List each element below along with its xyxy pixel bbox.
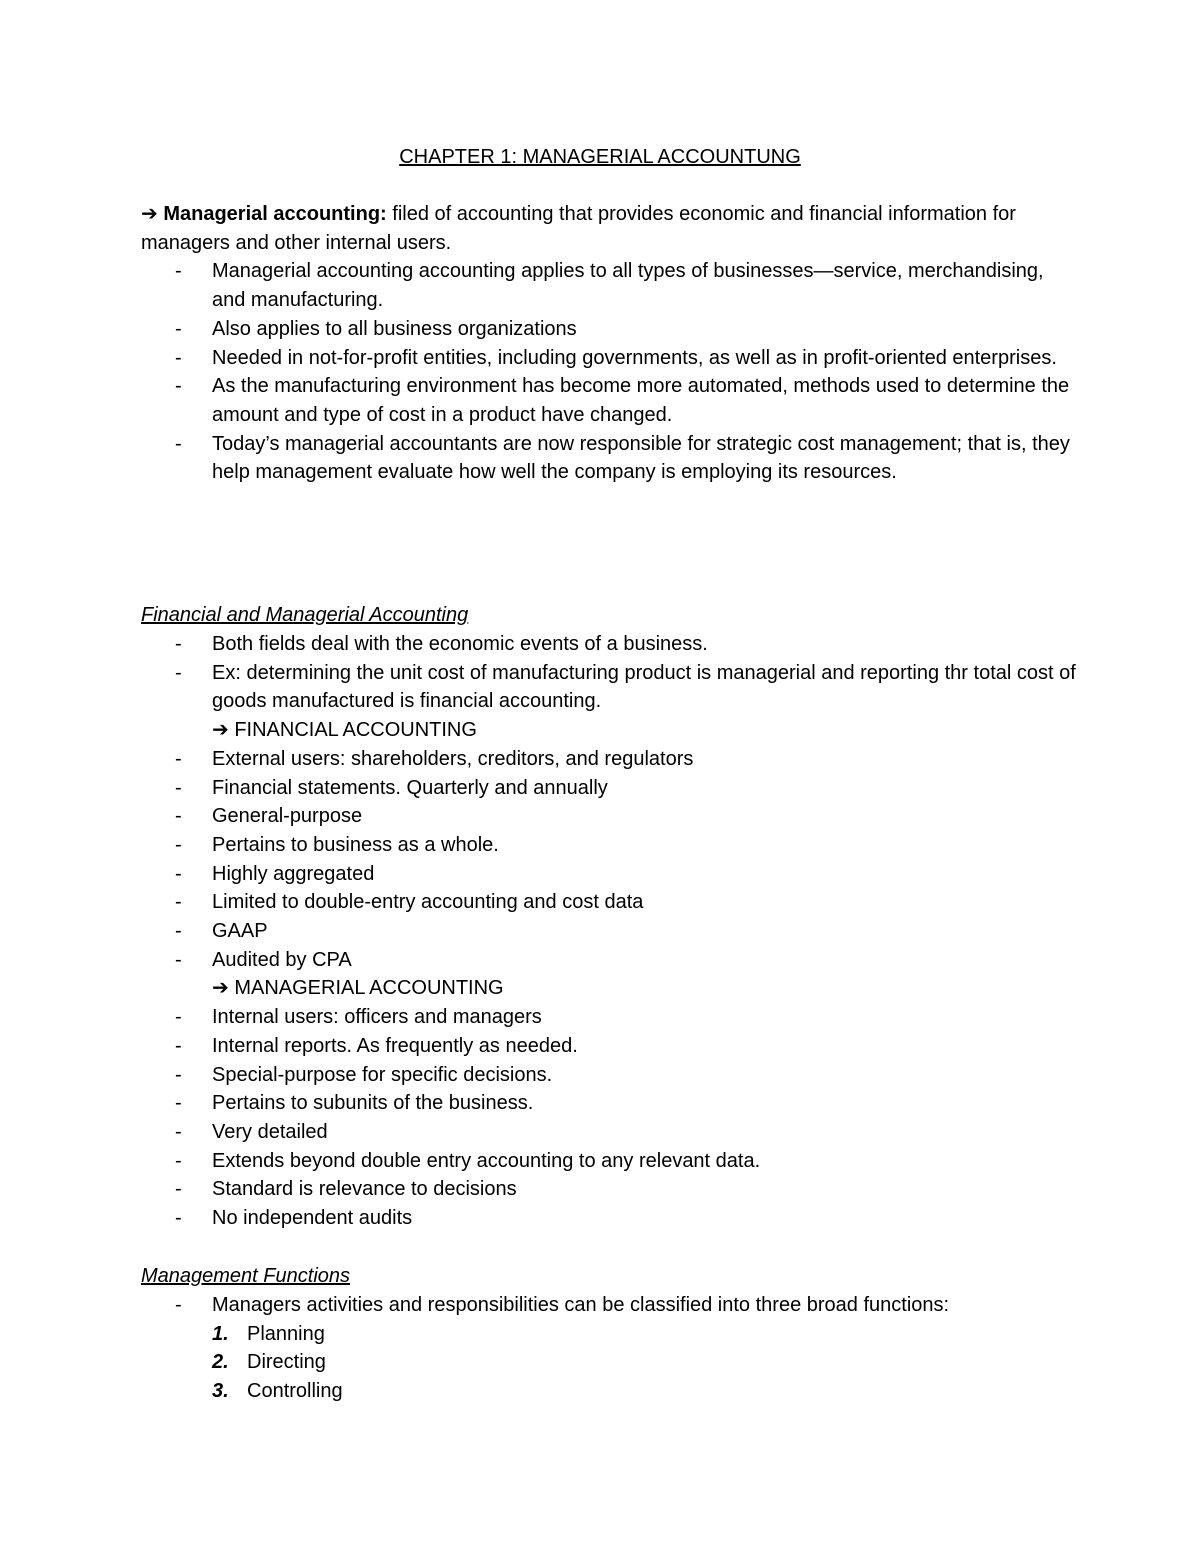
item-number: 1.	[212, 1322, 229, 1345]
definition-text: filed of accounting that provides economic and financial information for managers and other internal users.	[141, 203, 1016, 254]
list-item: - Standard is relevance to decisions	[141, 1175, 1081, 1204]
list-item: - Pertains to subunits of the business.	[141, 1089, 1081, 1118]
intro-definition	[141, 200, 1081, 487]
financial-accounting-label: ➔ FINANCIAL ACCOUNTING	[212, 719, 477, 742]
list-item: - Extends beyond double entry accounting to any relevant data.	[141, 1147, 1081, 1176]
list-item: - Limited to double-entry accounting and cost data	[141, 888, 1081, 917]
list-item: - External users: shareholders, creditors, and regulators	[141, 745, 1081, 774]
section-heading-financial-managerial: Financial and Managerial Accounting	[141, 604, 469, 626]
list-item: - GAAP	[141, 917, 1081, 946]
function-label: Directing	[247, 1351, 326, 1374]
list-item: - Ex: determining the unit cost of manufacturing product is managerial and reporting thr total cost of goods manufactured is financial accounting.	[141, 659, 1081, 716]
managerial-accounting-label: ➔ MANAGERIAL ACCOUNTING	[212, 977, 504, 1000]
list-item: - Very detailed	[141, 1118, 1081, 1147]
management-bullet-list	[141, 1291, 1081, 1320]
financial-managerial-section	[141, 630, 1081, 1233]
item-number: 3.	[212, 1380, 229, 1403]
list-item: - Today’s managerial accountants are now responsible for strategic cost management; that is, they help management evaluate how well the company is employing its resources.	[141, 430, 1081, 487]
list-item: - Audited by CPA	[141, 946, 1081, 975]
list-item: - General-purpose	[141, 802, 1081, 831]
list-item: - No independent audits	[141, 1204, 1081, 1233]
list-item: - Financial statements. Quarterly and annually	[141, 774, 1081, 803]
list-item: - Internal users: officers and managers	[141, 1003, 1081, 1032]
list-item: - Managerial accounting accounting applies to all types of businesses—service, merchandising, and manufacturing.	[141, 257, 1081, 314]
list-item: - Needed in not-for-profit entities, including governments, as well as in profit-oriented enterprises.	[141, 344, 1081, 373]
item-number: 2.	[212, 1351, 229, 1374]
list-item: - Special-purpose for specific decisions.	[141, 1061, 1081, 1090]
function-label: Controlling	[247, 1380, 343, 1403]
list-item: - Pertains to business as a whole.	[141, 831, 1081, 860]
list-item: - Internal reports. As frequently as needed.	[141, 1032, 1081, 1061]
definition-paragraph	[141, 200, 1081, 257]
list-item: - Managers activities and responsibilities can be classified into three broad functions:	[141, 1291, 1081, 1320]
list-item: - Highly aggregated	[141, 860, 1081, 889]
intro-bullet-list	[141, 257, 1081, 487]
function-label: Planning	[247, 1322, 325, 1345]
list-item: - Both fields deal with the economic events of a business.	[141, 630, 1081, 659]
definition-term: Managerial accounting:	[163, 203, 387, 225]
list-item: - Also applies to all business organizations	[141, 315, 1081, 344]
function-item	[141, 1348, 1081, 1377]
section-heading-management-functions: Management Functions	[141, 1265, 351, 1287]
function-item	[141, 1320, 1081, 1349]
comparison-bullet-list	[141, 630, 1081, 1233]
list-item: - As the manufacturing environment has become more automated, methods used to determine the amount and type of cost in a product have changed.	[141, 372, 1081, 429]
function-item	[141, 1377, 1081, 1406]
functions-numbered-list	[141, 1320, 1081, 1406]
page-title: CHAPTER 1: MANAGERIAL ACCOUNTUNG	[399, 146, 801, 168]
management-functions-section	[141, 1291, 1081, 1406]
arrow-icon: ➔	[141, 203, 158, 225]
